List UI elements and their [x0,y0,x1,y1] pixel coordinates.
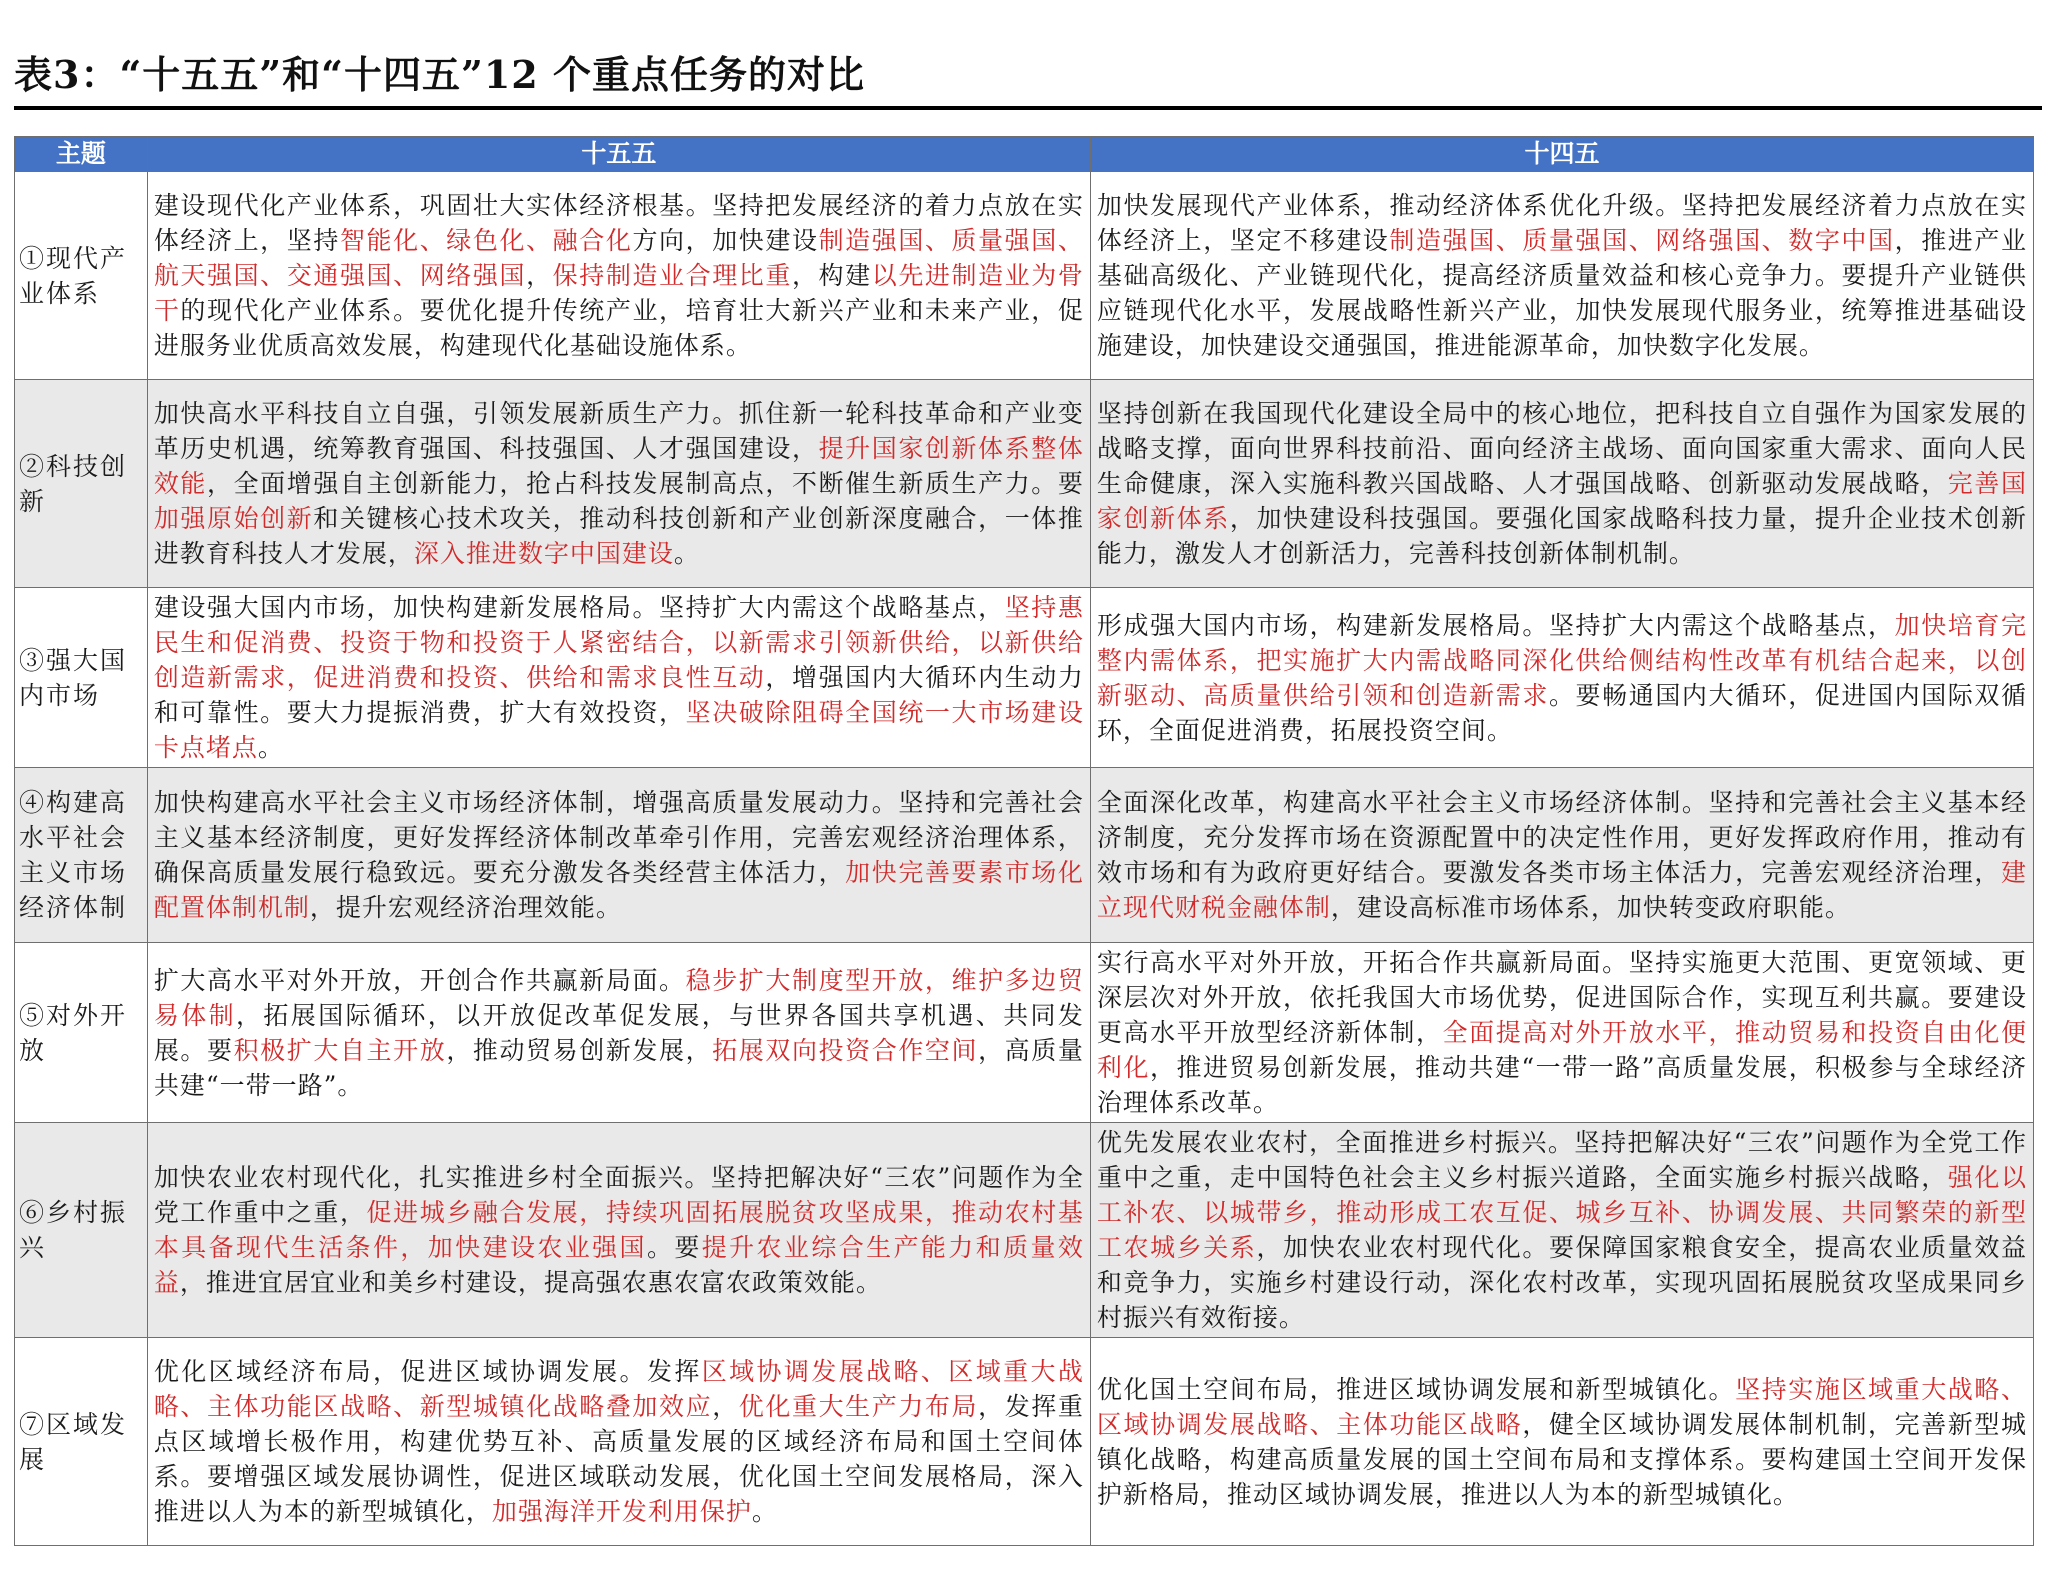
body-text: 优先发展农业农村，全面推进乡村振兴。坚持把解决好“三农”问题作为全党工作重中之重，走中国特色社会主义乡村振兴道路，全面实施乡村振兴战略， [1096,1128,2027,1192]
table-row [15,1338,2034,1546]
cell-15th-plan [147,380,1090,588]
cell-15th-plan [147,1123,1090,1338]
body-text: 。 [257,733,284,762]
highlight-text: 拓展双向投资合作空间 [712,1035,979,1065]
highlight-text: 加快完善要素市场化配置体制机制 [153,858,1084,922]
table-row [15,380,2034,588]
header-15th-plan: 十五五 [147,137,1090,172]
cell-15th-plan [147,172,1090,380]
cell-15th-plan [147,768,1090,943]
highlight-text: 制造强国、质量强国、网络强国、数字中国 [1389,226,1895,255]
body-text: 。要 [646,1233,702,1262]
comparison-table [14,136,2034,1546]
table-row [15,1123,2034,1338]
body-text: 全面深化改革，构建高水平社会主义市场经济体制。坚持和完善社会主义基本经济制度，充分发挥市场在资源配置中的决定性作用，更好发挥政府作用，推动有效市场和有为政府更好结合。要激发各类市场主体活力，完善宏观经济治理， [1096,788,2027,887]
body-text: ，推进产业基础高级化、产业链现代化，提高经济质量效益和核心竞争力。要提升产业链供应链现代化水平，发展战略性新兴产业，加快发展现代服务业，统筹推进基础设施建设，加快建设交通强国，推进能源革命，加快数字化发展。 [1096,226,2027,360]
body-text: 加快高水平科技自立自强，引领发展新质生产力。抓住新一轮科技革命和产业变革历史机遇，统筹教育强国、科技强国、人才强国建设， [153,399,1084,463]
body-text: ，建设高标准市场体系，加快转变政府职能。 [1330,893,1851,922]
body-text: 建设强大国内市场，加快构建新发展格局。坚持扩大内需这个战略基点， [153,593,1005,622]
body-text: ，增强国内大循环内生动力和可靠性。要大力提振消费，扩大有效投资， [153,663,1084,727]
body-text: 建设现代化产业体系，巩固壮大实体经济根基。坚持把发展经济的着力点放在实体经济上，坚持 [153,191,1084,255]
body-text: ，发挥重点区域增长极作用，构建优势互补、高质量发展的区域经济布局和国土空间体系。要增强区域发展协调性，促进区域联动发展，优化国土空间发展格局，深入推进以人为本的新型城镇化， [153,1392,1084,1526]
body-text: 坚持创新在我国现代化建设全局中的核心地位，把科技自立自强作为国家发展的战略支撑，面向世界科技前沿、面向经济主战场、面向国家重大需求、面向人民生命健康，深入实施科教兴国战略、人才强国战略、创新驱动发展战略， [1096,399,2027,498]
highlight-text: 提升国家创新体系整体效能 [153,434,1084,498]
body-text: 实行高水平对外开放，开拓合作共赢新局面。坚持实施更大范围、更宽领域、更深层次对外开放，依托我国大市场优势，促进国际合作，实现互利共赢。要建设更高水平开放型经济新体制， [1096,948,2027,1047]
row-topic: ②科技创新 [15,380,148,588]
table-header-row [15,137,2034,172]
cell-14th-plan [1090,380,2033,588]
body-text: ，加快建设科技强国。要强化国家战略科技力量，提升企业技术创新能力，激发人才创新活力，完善科技创新体制机制。 [1096,504,2027,568]
row-topic: ③强大国内市场 [15,588,148,768]
highlight-text: 以先进制造业为骨干 [153,261,1084,325]
body-text: 加快农业农村现代化，扎实推进乡村全面振兴。坚持把解决好“三农”问题作为全党工作重中之重， [153,1163,1084,1227]
highlight-text: 坚持惠民生和促消费、投资于物和投资于人紧密结合，以新需求引领新供给，以新供给创造新需求，促进消费和投资、供给和需求良性互动 [153,593,1084,692]
body-text: 优化国土空间布局，推进区域协调发展和新型城镇化。 [1096,1374,1736,1404]
highlight-text: 智能化、绿色化、融合化 [339,226,633,255]
highlight-text: 加强海洋开发利用保护 [491,1497,752,1526]
table-row [15,943,2034,1123]
body-text: 优化区域经济布局，促进区域协调发展。发挥 [153,1357,702,1386]
cell-15th-plan [147,943,1090,1123]
body-text: 和关键核心技术攻关，推动科技创新和产业创新深度融合，一体推进教育科技人才发展， [153,504,1084,568]
highlight-text: 加快培育完整内需体系，把实施扩大内需战略同深化供给侧结构性改革有机结合起来，以创新驱动、高质量供给引领和创造新需求 [1096,610,2027,710]
cell-14th-plan [1090,588,2033,768]
highlight-text: 建立现代财税金融体制 [1096,858,2027,922]
body-text: ， [712,1392,739,1421]
body-text: ，高质量共建“一带一路”。 [153,1035,1084,1100]
row-topic: ⑤对外开放 [15,943,148,1123]
table-row [15,588,2034,768]
cell-15th-plan [147,1338,1090,1546]
row-topic: ①现代产业体系 [15,172,148,380]
body-text: 。 [673,539,700,568]
body-text: 加快构建高水平社会主义市场经济体制，增强高质量发展动力。坚持和完善社会主义基本经济制度，更好发挥经济体制改革牵引作用，完善宏观经济治理体系，确保高质量发展行稳致远。要充分激发各类经营主体活力， [153,788,1084,887]
body-text: ，构建 [791,261,872,290]
row-topic: ④构建高水平社会主义市场经济体制 [15,768,148,943]
body-text: ，推动贸易创新发展， [446,1035,713,1065]
cell-14th-plan [1090,1123,2033,1338]
table-row [15,172,2034,380]
body-text: ， [526,261,553,290]
body-text: ，提升宏观经济治理效能。 [309,893,622,922]
highlight-text: 促进城乡融合发展，持续巩固拓展脱贫攻坚成果，推动农村基本具备现代生活条件，加快建设农业强国 [153,1198,1084,1262]
body-text: ，推进宜居宜业和美乡村建设，提高强农惠农富农政策效能。 [179,1268,882,1297]
highlight-text: 完善国家创新体系 [1096,469,2027,533]
body-text: 加快发展现代产业体系，推动经济体系优化升级。坚持把发展经济着力点放在实体经济上，坚定不移建设 [1096,191,2027,255]
row-topic: ⑥乡村振兴 [15,1123,148,1338]
body-text: ，拓展国际循环，以开放促改革促发展，与世界各国共享机遇、共同发展。要 [153,1000,1084,1065]
body-text: 。 [751,1497,778,1526]
highlight-text: 稳步扩大制度型开放，维护多边贸易体制 [153,965,1084,1030]
body-text: ，加快农业农村现代化。要保障国家粮食安全，提高农业质量效益和竞争力，实施乡村建设行动，深化农村改革，实现巩固拓展脱贫攻坚成果同乡村振兴有效衔接。 [1096,1233,2027,1332]
cell-14th-plan [1090,172,2033,380]
body-text: ，全面增强自主创新能力，抢占科技发展制高点，不断催生新质生产力。要 [207,469,1084,498]
cell-15th-plan [147,588,1090,768]
highlight-text: 提升农业综合生产能力和质量效益 [153,1233,1084,1297]
cell-14th-plan [1090,768,2033,943]
highlight-text: 区域协调发展战略、区域重大战略、主体功能区战略、新型城镇化战略叠加效应 [153,1357,1084,1421]
highlight-text: 加强原始创新 [153,504,314,533]
highlight-text: 制造强国、质量强国、航天强国、交通强国、网络强国 [153,226,1084,290]
cell-14th-plan [1090,1338,2033,1546]
header-topic: 主题 [15,137,148,172]
body-text: 扩大高水平对外开放，开创合作共赢新局面。 [153,965,686,995]
cell-14th-plan [1090,943,2033,1123]
highlight-text: 坚决破除阻碍全国统一大市场建设卡点堵点 [153,698,1084,762]
highlight-text: 积极扩大自主开放 [233,1035,447,1065]
page-title: 表3：“十五五”和“十四五”12 个重点任务的对比 [14,52,865,97]
body-text: 的现代化产业体系。要优化提升传统产业，培育壮大新兴产业和未来产业，促进服务业优质高效发展，构建现代化基础设施体系。 [153,296,1084,360]
row-topic: ⑦区域发展 [15,1338,148,1546]
highlight-text: 保持制造业合理比重 [552,261,792,290]
highlight-text: 强化以工补农、以城带乡，推动形成工农互促、城乡互补、协调发展、共同繁荣的新型工农城乡关系 [1096,1163,2027,1262]
body-text: ，健全区域协调发展体制机制，完善新型城镇化战略，构建高质量发展的国土空间布局和支撑体系。要构建国土空间开发保护新格局，推动区域协调发展，推进以人为本的新型城镇化。 [1096,1409,2027,1509]
header-14th-plan: 十四五 [1090,137,2033,172]
highlight-text: 深入推进数字中国建设 [413,539,674,568]
body-text: 形成强大国内市场，构建新发展格局。坚持扩大内需这个战略基点， [1096,610,1895,640]
table-row [15,768,2034,943]
body-text: ，推进贸易创新发展，推动共建“一带一路”高质量发展，积极参与全球经济治理体系改革。 [1096,1053,2027,1117]
highlight-text: 优化重大生产力布局 [738,1392,979,1421]
body-text: 。要畅通国内大循环，促进国内国际双循环，全面促进消费，拓展投资空间。 [1096,680,2027,745]
body-text: 方向，加快建设 [632,226,819,255]
highlight-text: 坚持实施区域重大战略、区域协调发展战略、主体功能区战略 [1096,1374,2027,1439]
title-divider [14,106,2042,110]
highlight-text: 全面提高对外开放水平，推动贸易和投资自由化便利化 [1096,1018,2027,1082]
